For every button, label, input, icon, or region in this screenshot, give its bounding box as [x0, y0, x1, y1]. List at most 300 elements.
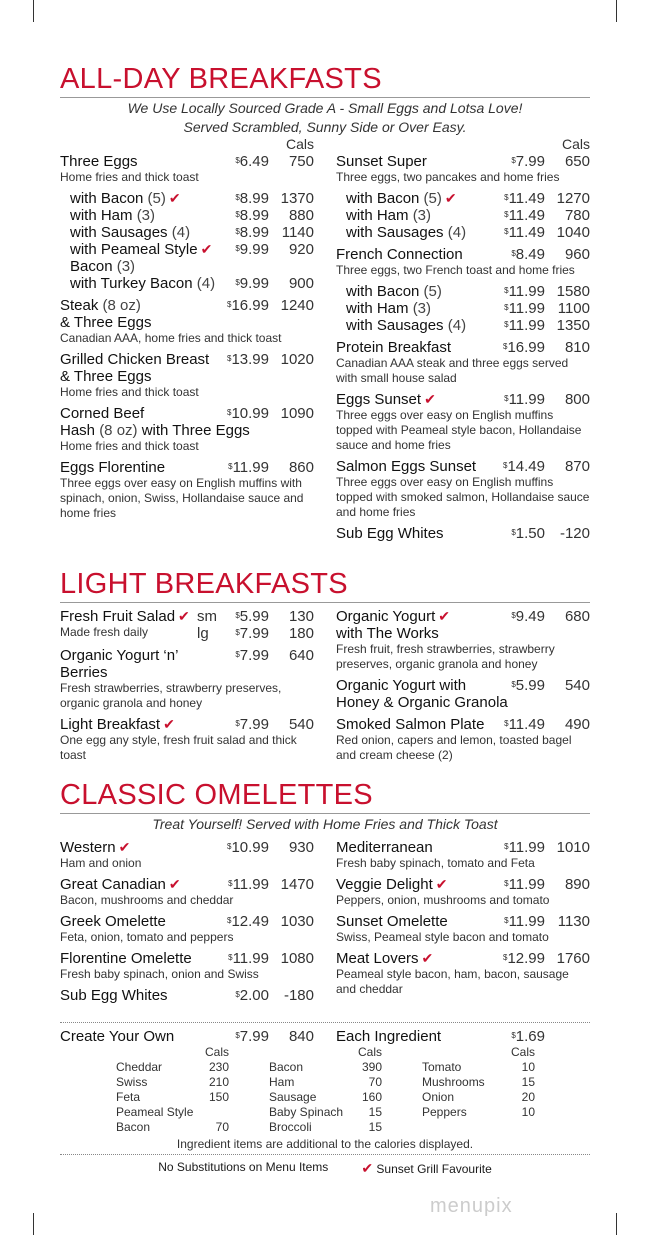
cals-header: Cals — [510, 1045, 535, 1059]
name-part: Sunset Omelette — [336, 913, 448, 930]
price-value: 6.49 — [239, 153, 269, 170]
price-value: 7.99 — [239, 625, 269, 642]
ingredient-row — [116, 1120, 229, 1135]
name-part: (5) — [423, 190, 442, 207]
ingredient-cals: 15 — [368, 1105, 382, 1119]
item-price — [493, 300, 545, 317]
price-value: 9.99 — [239, 241, 269, 258]
item-name — [346, 283, 493, 300]
dollar-sign: $ — [503, 342, 508, 351]
item-price — [493, 716, 545, 733]
item-cals: 680 — [564, 608, 590, 625]
name-part: with Bacon — [346, 283, 424, 300]
dollar-sign: $ — [228, 879, 233, 888]
name-part: Sunset Super — [336, 153, 427, 170]
menu-item — [60, 913, 314, 945]
item-price — [493, 283, 545, 300]
item-row — [336, 913, 590, 930]
price-value: 7.99 — [239, 1028, 269, 1045]
ingredient-row — [422, 1090, 535, 1105]
dollar-sign: $ — [503, 461, 508, 470]
cals-header: Cals — [285, 136, 314, 152]
item-name — [60, 608, 197, 625]
ingredient-row — [116, 1090, 229, 1105]
price-value: 9.49 — [515, 608, 545, 625]
name-part: Three Eggs — [60, 153, 138, 170]
item-row — [60, 351, 314, 368]
dollar-sign: $ — [235, 156, 240, 165]
menu-list — [60, 153, 314, 521]
cals-header: Cals — [357, 1045, 382, 1059]
name-part: Mediterranean — [336, 839, 433, 856]
menu-item — [60, 950, 314, 982]
item-price — [493, 246, 545, 263]
price-value: 7.99 — [239, 647, 269, 664]
ingredient-column — [422, 1045, 575, 1135]
item-cals: 880 — [288, 207, 314, 224]
dotted-divider — [60, 1022, 590, 1023]
item-row — [336, 608, 590, 625]
watermark: menupix — [430, 1195, 513, 1217]
ingredient-note: Ingredient items are additional to the calories displayed. — [176, 1137, 474, 1151]
name-part: (3) — [412, 207, 432, 224]
ingredient-header — [422, 1045, 535, 1060]
item-row — [346, 317, 590, 334]
item-name — [60, 876, 217, 893]
dollar-sign: $ — [504, 394, 509, 403]
item-name — [336, 153, 493, 170]
light-breakfasts-section — [60, 567, 590, 768]
menu-item — [60, 987, 314, 1004]
dollar-sign: $ — [511, 611, 516, 620]
dollar-sign: $ — [228, 462, 233, 471]
name-part: with The Works — [336, 625, 439, 642]
ingredient-name: Feta — [116, 1090, 141, 1104]
item-price — [217, 459, 269, 476]
item-cals: 640 — [288, 647, 314, 664]
item-price — [217, 608, 269, 625]
name-part: (8 oz) — [99, 422, 138, 439]
ingredient-header — [116, 1045, 229, 1060]
name-part: & Three Eggs — [60, 314, 152, 331]
menu-item — [60, 647, 314, 711]
price-value: 11.99 — [232, 876, 269, 893]
item-row — [60, 608, 314, 625]
ingredient-cals: 10 — [521, 1105, 535, 1119]
name-part: (3) — [116, 258, 136, 275]
dollar-sign: $ — [504, 842, 509, 851]
item-price — [217, 275, 269, 292]
item-row — [70, 275, 314, 292]
dollar-sign: $ — [235, 611, 240, 620]
item-cals: -120 — [559, 525, 590, 542]
cals-header: Cals — [561, 136, 590, 152]
menu-item — [336, 391, 590, 453]
item-description: Canadian AAA, home fries and thick toast — [60, 331, 282, 345]
item-price — [493, 458, 545, 475]
dollar-sign: $ — [504, 719, 509, 728]
item-price: $7.99 — [235, 1028, 269, 1045]
item-name — [336, 694, 590, 711]
name-part: Protein Breakfast — [336, 339, 452, 356]
item-row — [60, 405, 314, 422]
name-part: Organic Yogurt ‘n’ — [60, 647, 179, 664]
item-description: Made fresh daily — [60, 625, 149, 639]
ingredient-cals: 10 — [521, 1060, 535, 1074]
name-part: Fresh Fruit Salad — [60, 608, 176, 625]
item-cals: 650 — [564, 153, 590, 170]
item-cals: 1350 — [556, 317, 590, 334]
menu-item — [336, 207, 590, 224]
menu-list — [60, 839, 314, 1009]
item-row — [60, 987, 314, 1004]
item-price — [493, 876, 545, 893]
item-name — [70, 207, 217, 224]
dollar-sign: $ — [235, 278, 240, 287]
dollar-sign: $ — [227, 408, 232, 417]
item-price — [217, 207, 269, 224]
item-row — [336, 246, 590, 263]
item-description: Home fries and thick toast — [60, 439, 199, 453]
item-description: Three eggs, two pancakes and home fries — [336, 170, 560, 184]
name-part: with Bacon — [346, 190, 424, 207]
dollar-sign: $ — [511, 680, 516, 689]
item-cals: 890 — [564, 876, 590, 893]
price-value: 11.99 — [232, 459, 269, 476]
item-row — [60, 422, 314, 439]
item-cals: 540 — [288, 716, 314, 733]
item-name — [60, 647, 217, 664]
menu-item — [60, 297, 314, 346]
item-row — [60, 625, 314, 642]
name-part: Greek Omelette — [60, 913, 166, 930]
price-value: 11.49 — [508, 716, 545, 733]
item-price — [217, 224, 269, 241]
menu-item — [60, 241, 314, 275]
item-name — [60, 297, 217, 314]
item-cals: 780 — [564, 207, 590, 224]
item-name: Each Ingredient — [336, 1028, 442, 1045]
name-part: Western — [60, 839, 116, 856]
name-part: Organic Yogurt with — [336, 677, 467, 694]
item-cals: -180 — [283, 987, 314, 1004]
item-description: Three eggs over easy on English muffins with spinach, onion, Swiss, Hollandaise sauce and home fries — [60, 476, 304, 520]
section-subtitle: We Use Locally Sourced Grade A - Small Eggs and Lotsa Love! — [127, 100, 523, 116]
item-description: Peameal style bacon, ham, bacon, sausage and cheddar — [336, 967, 569, 996]
item-row — [346, 190, 590, 207]
dollar-sign: $ — [235, 244, 240, 253]
item-description: Feta, onion, tomato and peppers — [60, 930, 234, 944]
item-row — [60, 314, 314, 331]
item-name — [336, 525, 493, 542]
menu-item — [60, 275, 314, 292]
menu-item — [336, 525, 590, 542]
item-name — [60, 913, 217, 930]
item-name — [336, 625, 590, 642]
ingredient-name: Mushrooms — [422, 1075, 485, 1089]
ingredient-column — [269, 1045, 422, 1135]
item-row — [60, 368, 314, 385]
item-name — [336, 339, 493, 356]
item-description: Fresh strawberries, strawberry preserves, organic granola and honey — [60, 681, 282, 710]
item-name — [60, 839, 217, 856]
price-value: 11.49 — [508, 207, 545, 224]
name-part: (5) — [147, 190, 166, 207]
name-part: (3) — [136, 207, 156, 224]
ingredient-row — [269, 1120, 382, 1135]
checkmark-icon: ✔ — [178, 608, 190, 624]
dollar-sign: $ — [504, 303, 509, 312]
item-cals: 900 — [288, 275, 314, 292]
menu-list — [336, 608, 590, 768]
crop-mark — [616, 1213, 617, 1235]
item-cals: 1370 — [280, 190, 314, 207]
item-price — [493, 190, 545, 207]
crop-mark — [33, 0, 34, 22]
item-row — [60, 716, 314, 733]
section-subtitle: Served Scrambled, Sunny Side or Over Easy. — [183, 119, 467, 135]
each-ingredient-row — [336, 1028, 590, 1045]
item-description: Three eggs over easy on English muffins topped with Peameal style bacon, Hollandaise sauce and home fries — [336, 408, 582, 452]
price-value: 1.50 — [515, 525, 545, 542]
dollar-sign: $ — [504, 320, 509, 329]
item-cals: 810 — [564, 339, 590, 356]
price-value: 8.99 — [239, 190, 269, 207]
item-price — [217, 647, 269, 664]
price-value: 9.99 — [239, 275, 269, 292]
section-title: LIGHT BREAKFASTS — [60, 567, 590, 603]
item-price — [493, 339, 545, 356]
crop-mark — [616, 0, 617, 22]
menu-item — [60, 405, 314, 454]
item-row — [336, 876, 590, 893]
name-part: with Three Eggs — [137, 422, 250, 439]
item-price — [217, 351, 269, 368]
menu-item — [60, 224, 314, 241]
create-your-own-section — [60, 1022, 590, 1177]
name-part: Organic Yogurt — [336, 608, 436, 625]
item-description: Canadian AAA steak and three eggs served with small house salad — [336, 356, 569, 385]
dollar-sign: $ — [504, 227, 509, 236]
checkmark-icon: ✔ — [168, 190, 181, 206]
item-name — [336, 246, 493, 263]
price-value: 13.99 — [231, 351, 269, 368]
ingredient-cals: 390 — [361, 1060, 382, 1074]
checkmark-icon: ✔ — [163, 716, 175, 732]
item-row — [336, 839, 590, 856]
item-row — [60, 839, 314, 856]
dollar-sign: $ — [227, 354, 232, 363]
item-name — [60, 716, 217, 733]
item-name — [336, 608, 493, 625]
no-substitutions-note: No Substitutions on Menu Items — [158, 1160, 329, 1174]
item-price — [493, 391, 545, 408]
dollar-sign: $ — [235, 650, 240, 659]
item-row — [346, 283, 590, 300]
item-cals: 1470 — [280, 876, 314, 893]
item-price — [493, 950, 545, 967]
dollar-sign: $ — [504, 916, 509, 925]
name-part: & Three Eggs — [60, 368, 152, 385]
item-cals: 1020 — [280, 351, 314, 368]
checkmark-icon: ✔ — [438, 608, 450, 624]
price-value: 10.99 — [231, 405, 269, 422]
item-description: Home fries and thick toast — [60, 170, 199, 184]
item-row — [70, 207, 314, 224]
item-name — [336, 391, 493, 408]
item-price: $1.69 — [511, 1028, 545, 1045]
item-price — [217, 876, 269, 893]
item-cals: 860 — [288, 459, 314, 476]
item-name — [336, 677, 493, 694]
item-cals: 840 — [288, 1028, 314, 1045]
item-price — [493, 677, 545, 694]
item-price — [493, 317, 545, 334]
item-description: Home fries and thick toast — [60, 385, 199, 399]
item-cals: 920 — [288, 241, 314, 258]
item-name — [60, 405, 217, 422]
item-name — [346, 300, 493, 317]
ingredient-name: Broccoli — [269, 1120, 312, 1134]
item-name — [60, 422, 314, 439]
item-row — [336, 339, 590, 356]
item-row — [336, 694, 590, 711]
name-part: with Sausages — [70, 224, 172, 241]
ingredient-cals: 70 — [215, 1120, 229, 1134]
price-value: 7.99 — [239, 716, 269, 733]
item-name — [60, 987, 217, 1004]
ingredient-name: Bacon — [116, 1120, 151, 1134]
menu-item — [336, 190, 590, 207]
item-name — [336, 913, 493, 930]
ingredient-cals: 210 — [208, 1075, 229, 1089]
item-price — [217, 241, 269, 258]
item-name — [346, 317, 493, 334]
price-value: 11.99 — [232, 950, 269, 967]
menu-item — [60, 351, 314, 400]
menu-item — [336, 224, 590, 241]
name-part: (8 oz) — [102, 297, 141, 314]
create-your-own-row — [60, 1028, 314, 1045]
size-label: lg — [197, 625, 209, 642]
item-cals: 1270 — [556, 190, 590, 207]
menu-item — [336, 300, 590, 317]
ingredient-name: Sausage — [269, 1090, 317, 1104]
item-row — [336, 950, 590, 967]
item-price — [217, 297, 269, 314]
ingredient-row — [269, 1060, 382, 1075]
checkmark-icon: ✔ — [118, 839, 131, 855]
price-value: 1.69 — [515, 1028, 545, 1045]
item-row — [70, 190, 314, 207]
price-value: 11.49 — [508, 190, 545, 207]
item-description: Fresh baby spinach, onion and Swiss — [60, 967, 259, 981]
classic-omelettes-section — [60, 778, 590, 1009]
dollar-sign: $ — [504, 879, 509, 888]
dollar-sign: $ — [228, 953, 233, 962]
name-part: with Ham — [346, 300, 413, 317]
checkmark-icon: ✔ — [168, 876, 181, 892]
ingredient-table — [116, 1045, 590, 1135]
ingredient-row — [269, 1105, 382, 1120]
price-value: 16.99 — [231, 297, 269, 314]
item-price — [217, 913, 269, 930]
menu-item — [60, 190, 314, 207]
price-value: 11.99 — [508, 300, 545, 317]
ingredient-row — [422, 1075, 535, 1090]
dollar-sign: $ — [227, 916, 232, 925]
menu-item — [336, 283, 590, 300]
ingredient-name: Swiss — [116, 1075, 148, 1089]
name-part: Sub Egg Whites — [336, 525, 444, 542]
item-description: Bacon, mushrooms and cheddar — [60, 893, 234, 907]
item-row — [60, 297, 314, 314]
item-price — [493, 224, 545, 241]
dollar-sign: $ — [235, 628, 240, 637]
item-name — [70, 224, 217, 241]
item-description: Peppers, onion, mushrooms and tomato — [336, 893, 550, 907]
name-part: (4) — [447, 317, 467, 334]
item-cals: 1090 — [280, 405, 314, 422]
checkmark-icon: ✔ — [444, 190, 457, 206]
item-name — [60, 314, 314, 331]
name-part: (5) — [423, 283, 442, 300]
item-name: Create Your Own — [60, 1028, 175, 1045]
menu-item — [60, 839, 314, 871]
name-part: Bacon — [70, 258, 117, 275]
crop-mark — [33, 1213, 34, 1235]
item-cals: 1080 — [280, 950, 314, 967]
ingredient-name: Cheddar — [116, 1060, 163, 1074]
item-row — [60, 459, 314, 476]
name-part: with Peameal Style — [70, 241, 198, 258]
item-cals: 870 — [564, 458, 590, 475]
item-name — [60, 368, 314, 385]
menu-item — [336, 677, 590, 711]
menu-item — [336, 317, 590, 334]
item-name — [70, 241, 217, 258]
item-name — [346, 190, 493, 207]
ingredient-row — [422, 1105, 535, 1120]
name-part: Steak — [60, 297, 103, 314]
menu-item — [336, 608, 590, 672]
item-row — [70, 224, 314, 241]
item-cals: 1040 — [556, 224, 590, 241]
price-value: 11.99 — [508, 391, 545, 408]
checkmark-icon: ✔ — [435, 876, 448, 892]
ingredient-name: Tomato — [422, 1060, 462, 1074]
price-value: 10.99 — [231, 839, 269, 856]
name-part: Eggs Florentine — [60, 459, 166, 476]
item-name — [346, 224, 493, 241]
item-price — [493, 913, 545, 930]
menu-item — [336, 839, 590, 871]
ingredient-cals: 160 — [361, 1090, 382, 1104]
item-name — [70, 275, 217, 292]
checkmark-icon: ✔ — [421, 950, 434, 966]
item-name — [346, 207, 493, 224]
section-title: CLASSIC OMELETTES — [60, 778, 590, 814]
item-cals: 1580 — [556, 283, 590, 300]
item-row — [60, 664, 314, 681]
item-name — [60, 459, 217, 476]
price-value: 11.99 — [508, 876, 545, 893]
name-part: with Sausages — [346, 317, 448, 334]
price-value: 11.99 — [508, 913, 545, 930]
price-value: 5.99 — [239, 608, 269, 625]
price-value: 8.99 — [239, 224, 269, 241]
price-value: 11.99 — [508, 839, 545, 856]
